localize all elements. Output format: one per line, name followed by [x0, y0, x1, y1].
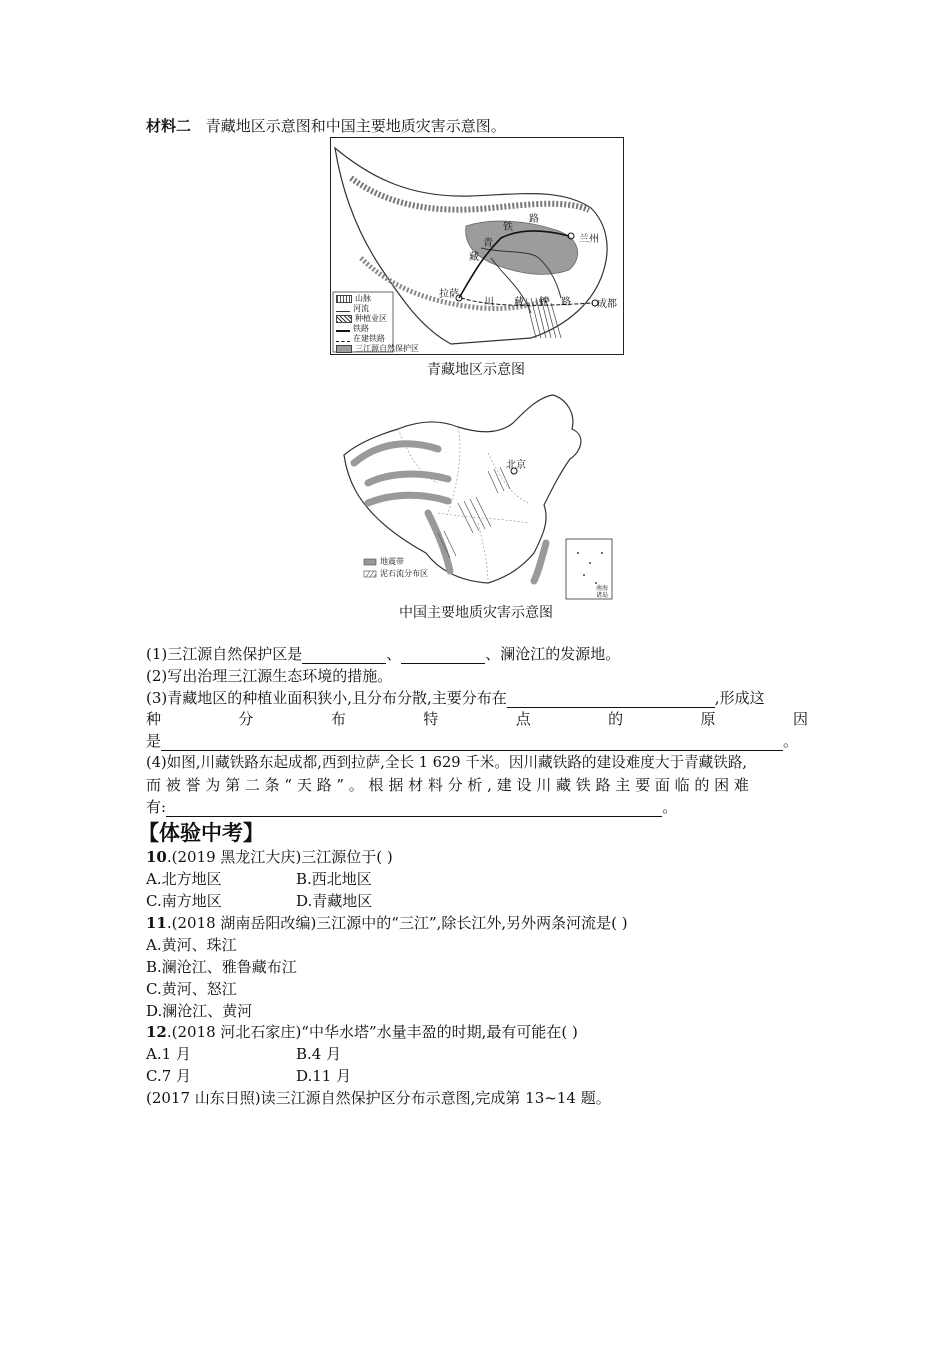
q3-text-b: ,形成这 — [714, 689, 765, 707]
q1-blank-2[interactable] — [401, 648, 485, 664]
material-label: 材料二 — [146, 117, 192, 135]
q10-option-d[interactable]: D.青藏地区 — [296, 892, 373, 910]
qingzang-map — [330, 137, 624, 355]
q10-option-b[interactable]: B.西北地区 — [296, 870, 372, 888]
q11-number: 11 — [146, 914, 167, 932]
q12-option-c[interactable]: C.7 月 — [146, 1067, 192, 1085]
map1-label-zang2: 藏 — [514, 297, 524, 308]
question-2: (2)写出治理三江源生态环境的措施。 — [146, 667, 393, 685]
q3-char: 点 — [515, 710, 531, 728]
map2-label-nanhai: 南海诸岛 — [596, 585, 609, 599]
map1-caption: 青藏地区示意图 — [427, 362, 525, 378]
legend-mountain: 山脉 — [336, 294, 419, 304]
question-4-line2: 而 被 誉 为 第 二 条 “ 天 路 ” 。 根 据 材 料 分 析 , 建 设 川 藏 铁 路 主 要 面 临 的 困 难 — [146, 776, 749, 794]
legend-railway-construction: 在建铁路 — [336, 334, 419, 344]
map1-label-qing: 青 — [483, 238, 493, 249]
section-title: 【体验中考】 — [138, 820, 264, 845]
q3-char: 种 — [146, 710, 162, 728]
q3-char: 原 — [700, 710, 716, 728]
q3-text-a: (3)青藏地区的种植业面积狭小,且分布分散,主要分布在 — [146, 689, 507, 707]
q3-blank-2[interactable] — [161, 735, 783, 751]
china-hazard-map — [338, 393, 614, 601]
question-3-line2 — [146, 709, 808, 729]
q11-text: .(2018 湖南岳阳改编)三江源中的“三江”,除长江外,另外两条河流是( ) — [166, 914, 628, 932]
q3-end: 。 — [783, 732, 799, 750]
map1-label-zang: 藏 — [469, 252, 479, 263]
q10-option-a[interactable]: A.北方地区 — [146, 870, 222, 888]
map1-label-lanzhou: 兰州 — [579, 234, 599, 245]
material-text: 青藏地区示意图和中国主要地质灾害示意图。 — [205, 117, 506, 135]
q1-text-b: 、澜沧江的发源地。 — [485, 645, 621, 663]
q11-option-d[interactable]: D.澜沧江、黄河 — [146, 1002, 253, 1020]
q3-char: 特 — [423, 710, 439, 728]
q1-text-a: (1)三江源自然保护区是 — [146, 645, 303, 663]
material-heading — [146, 116, 506, 136]
map1-label-lu2: 路 — [561, 297, 571, 308]
q12-option-d[interactable]: D.11 月 — [296, 1067, 352, 1085]
q12-option-b[interactable]: B.4 月 — [296, 1045, 342, 1063]
map2-label-beijing: 北京 — [506, 460, 526, 471]
map1-label-lhasa: 拉萨 — [439, 289, 459, 300]
q4-blank[interactable] — [166, 801, 662, 817]
map1-label-tie: 铁 — [503, 222, 513, 233]
q3-char: 布 — [330, 710, 346, 728]
legend-planting: 种植业区 — [336, 314, 419, 324]
q10-option-c[interactable]: C.南方地区 — [146, 892, 222, 910]
question-4-line1: (4)如图,川藏铁路东起成都,西到拉萨,全长 1 629 千米。因川藏铁路的建设难度大于青藏铁路, — [146, 754, 748, 771]
map1-label-chengdu: 成都 — [597, 299, 617, 310]
question-10-stem — [146, 847, 393, 867]
q3-char: 分 — [238, 710, 254, 728]
map1-label-tie2: 铁 — [539, 297, 549, 308]
legend-reserve: 三江源自然保护区 — [336, 344, 419, 354]
map2-caption: 中国主要地质灾害示意图 — [399, 605, 553, 621]
q11-option-c[interactable]: C.黄河、怒江 — [146, 980, 237, 998]
question-11-stem — [146, 913, 628, 933]
q4-text-c: 有: — [146, 798, 167, 816]
q12-option-a[interactable]: A.1 月 — [146, 1045, 191, 1063]
q11-option-a[interactable]: A.黄河、珠江 — [146, 936, 237, 954]
q3-char: 因 — [792, 710, 808, 728]
legend-railway: 铁路 — [336, 324, 419, 334]
q1-sep: 、 — [386, 645, 402, 663]
map2-legend-debris: 泥石流分布区 — [380, 569, 428, 578]
map1-legend — [336, 294, 419, 354]
q1-blank-1[interactable] — [302, 648, 386, 664]
q10-text: .(2019 黑龙江大庆)三江源位于( ) — [166, 848, 393, 866]
question-3-line3 — [146, 731, 798, 751]
question-4-line3 — [146, 797, 677, 817]
q4-end: 。 — [662, 798, 678, 816]
question-12-stem — [146, 1022, 578, 1042]
q10-number: 10 — [146, 848, 167, 866]
q13-intro: (2017 山东日照)读三江源自然保护区分布示意图,完成第 13~14 题。 — [146, 1089, 611, 1107]
q3-blank-1[interactable] — [507, 692, 715, 708]
question-3-line1 — [146, 688, 765, 708]
q11-option-b[interactable]: B.澜沧江、雅鲁藏布江 — [146, 958, 297, 976]
q12-number: 12 — [146, 1023, 167, 1041]
q3-text-c: 是 — [146, 732, 162, 750]
map2-legend-earthquake: 地震带 — [380, 557, 404, 566]
q3-char: 的 — [608, 710, 624, 728]
map1-label-chuan: 川 — [484, 297, 494, 308]
map1-label-lu: 路 — [529, 214, 539, 225]
question-1 — [146, 644, 620, 664]
q12-text: .(2018 河北石家庄)“中华水塔”水量丰盈的时期,最有可能在( ) — [166, 1023, 578, 1041]
legend-river: 河流 — [336, 304, 419, 314]
